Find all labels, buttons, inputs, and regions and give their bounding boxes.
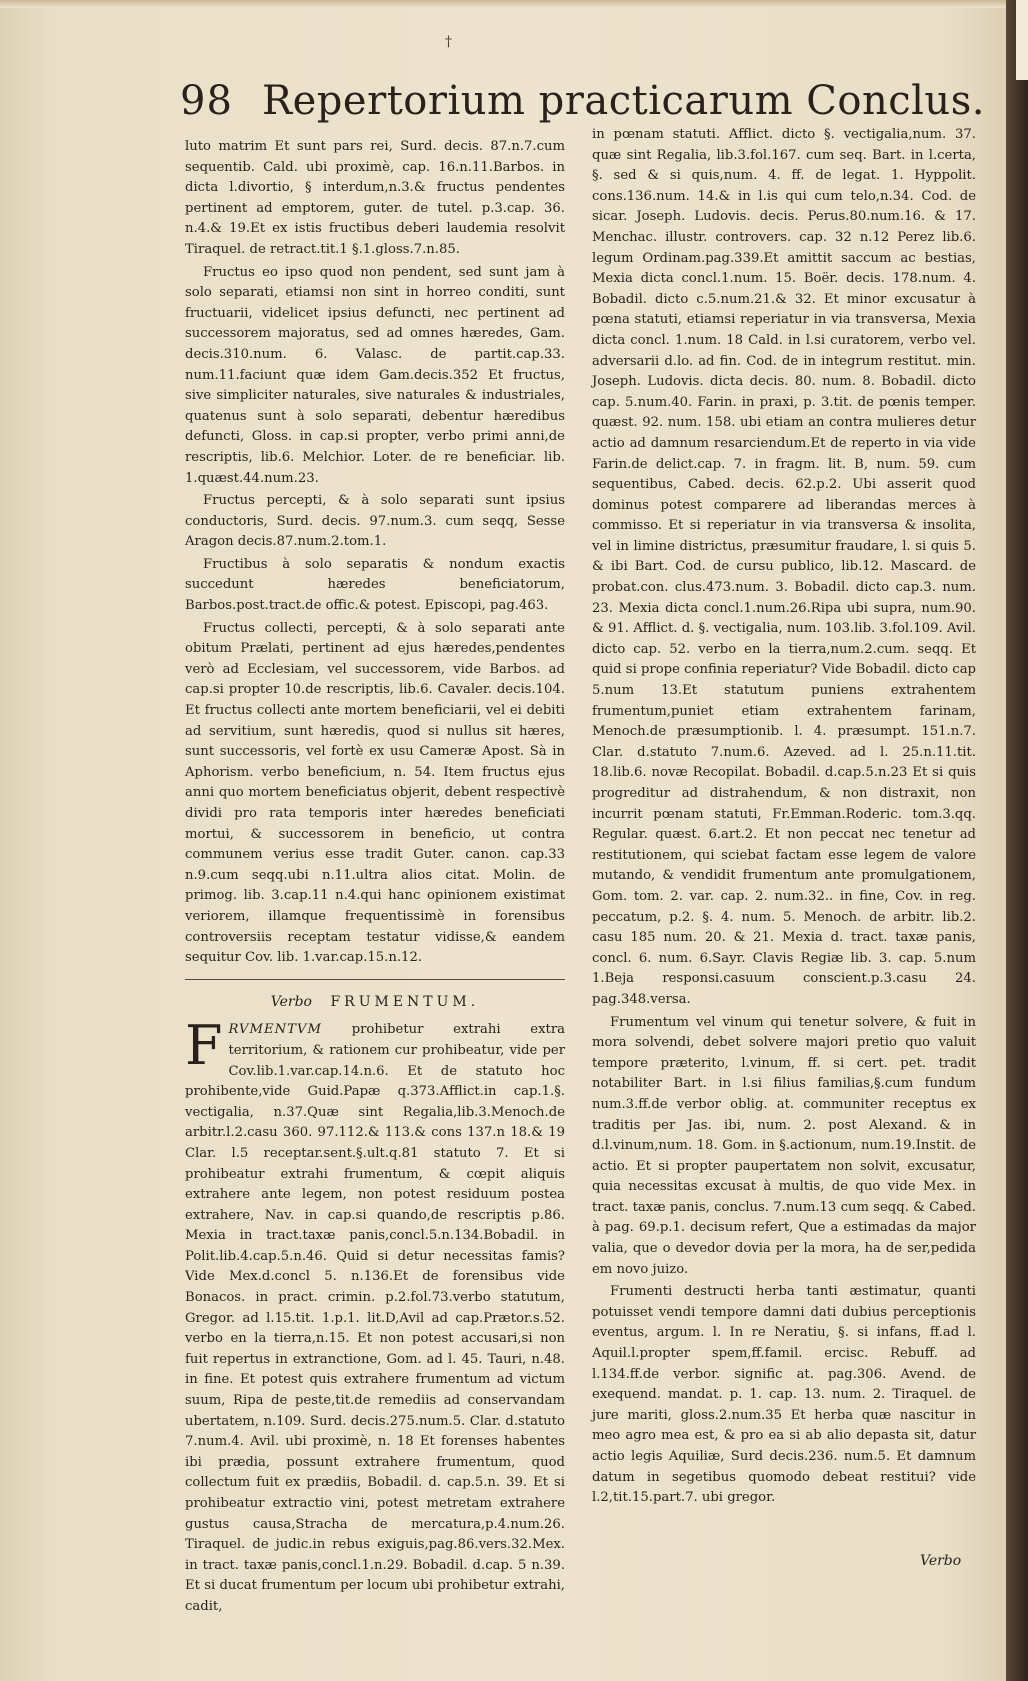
- page-number: 98: [180, 78, 233, 124]
- paragraph: in pœnam statuti. Afflict. dicto §. vectigalia,num. 37. quæ sint Regalia, lib.3.fol.167. cum seq. Bart. in l.certa, §. sed & si quis,num. 4. ff. de legat. 1. Hyppolit. cons.136.num. 14.& in l.is qui cum telo,n.34. Cod. de sicar. Joseph. Ludovis. decis. Perus.80.num.16. & 17. Menchac. illustr. controvers. cap. 32 n.12 Perez lib.6. legum Ordinam.pag.339.Et amittit saccum ac bestias, Mexia dicta concl.1.num. 15. Boër. decis. 178.num. 4. Bobadil. dicto c.5.num.21.& 32. Et minor excusatur à pœna statuti, etiamsi reperiatur in via transversa, Mexia dicta concl. 1.num. 18 Cald. in l.si curatorem, verbo vel. adversarii d.lo. ad fin. Cod. de in integrum restitut. min. Joseph. Ludovis. dicta decis. 80. num. 8. Bobadil. dicto cap. 5.num.40. Farin. in praxi, p. 3.tit. de pœnis temper. quæst. 92. num. 158. ubi etiam an contra mulieres detur actio ad damnum resarciendum.Et de reperto in via vide Farin.de delict.cap. 7. in fragm. lit. B, num. 59. cum sequentibus, Cabed. decis. 62.p.2. Ubi asserit quod dominus potest comparere ad liberandas merces à commisso. Et si reperiatur in via transversa & insolita, vel in limine districtus, præsumitur fraudare, l. si quis 5. & ibi Bart. Cod. de cursu publico, lib.12. Mascard. de probat.con. clus.473.num. 3. Bobadil. dicto cap.3. num. 23. Mexia dicta concl.1.num.26.Ripa ubi supra, num.90. & 91. Afflict. d. §. vectigalia, num. 103.lib. 3.fol.109. Avil. dicto cap. 52. verbo en la tierra,num.2.cum. seqq. Et quid si prope confinia reperiatur? Vide Bobadil. dicto cap 5.num 13.Et statutum puniens extrahentem frumentum,puniet etiam extrahentem farinam, Menoch.de præsumptionib. l. 4. præsumpt. 151.n.7. Clar. d.statuto 7.num.6. Azeved. ad l. 25.n.11.tit. 18.lib.6. novæ Recopilat. Bobadil. d.cap.5.n.23 Et si quis progreditur ad distrahendum, & non distraxit, non incurrit pœnam statuti, Fr.Emman.Roderic. tom.3.qq. Regular. quæst. 6.art.2. Et non peccat nec tenetur ad restitutionem, qui sciebat factam esse legem de valore mutando, & vendidit frumentum ante promulgationem, Gom. tom. 2. var. cap. 2. num.32.. in fine, Cov. in reg. peccatum, p.2. §. 4. num. 5. Menoch. de arbitr. lib.2. casu 185 num. 20. & 21. Mexia d. tract. taxæ panis, concl. 6. num. 6.Sayr. Clavis Regiæ lib. 3. cap. 5.num 1.Beja responsi.casuum conscient.p.3.casu 24. pag.348.versa.: [592, 127, 976, 1007]
- page-ornament: †: [445, 34, 452, 50]
- paragraph: Fructibus à solo separatis & nondum exactis succedunt hæredes beneficiatorum, Barbos.post.tract.de offic.& potest. Episcopi, pag.463.: [185, 556, 565, 614]
- section-rule: [185, 979, 565, 980]
- entry-headword: RVMENTVM: [228, 1022, 322, 1038]
- paragraph: Fructus eo ipso quod non pendent, sed sunt jam à solo separati, etiamsi non sint in horreo conditi, sunt fructuarii, videlicet ipsius defuncti, nec pertinent ad successorem majoratus, sed ad omnes hæredes, Gam. decis.310.num. 6. Valasc. de partit.cap.33. num.11.faciunt quæ idem Gam.decis.352 Et fructus, sive simpliciter naturales, sive naturales & industriales, quatenus sunt à solo separati, debentur hæredibus defuncti, Gloss. in cap.si propter, verbo primi anni,de rescriptis, lib.6. Melchior. Loter. de re beneficiar. lib. 1.quæst.44.num.23.: [185, 264, 565, 486]
- section-heading: [185, 992, 565, 1013]
- page-top-edge: [0, 0, 1006, 8]
- catchword: Verbo: [920, 1553, 962, 1569]
- paragraph: Frumentum vel vinum qui tenetur solvere, & fuit in mora solvendi, debet solvere majori pretio quo valuit tempore præterito, l.vinum, ff. si cert. pet. tradit notabiliter Bart. in l.si filius familias,§.cum fundum num.3.ff.de verbor oblig. at. communiter receptus ex traditis per Jas. ibi, num. 2. post Alexand. & in d.l.vinum,num. 18. Gom. in §.actionum, num.19.Instit. de actio. Et si propter paupertatem non solvit, excusatur, quia necessitas excusat à multis, de quo vide Mex. in tract. taxæ panis, conclus. 7.num.13 cum seqq. & Cabed. à pag. 69.p.1. decisum refert, Que a estimadas da major valia, que o devedor dovia per la mora, ha de ser,pedida em novo juizo.: [592, 1014, 976, 1277]
- paragraph: Fructus collecti, percepti, & à solo separati ante obitum Prælati, pertinent ad ejus hæredes,pendentes verò ad Ecclesiam, vel successorem, vide Barbos. ad cap.si propter 10.de rescriptis, lib.6. Cavaler. decis.104. Et fructus collecti ante mortem beneficiarii, vel ei debiti ad servitium, sunt hæredis, quod si nullus sit hæres, sunt successoris, vel fortè ex usu Cameræ Apost. Sà in Aphorism. verbo beneficium, n. 54. Item fructus ejus anni quo mortem beneficiatus objerit, debent respectivè dividi pro rata temporis inter hæredes beneficiati mortui, & successorem in beneficio, ut contra communem verius esse tradit Guter. canon. cap.33 n.9.cum seqq.ubi n.11.ultra alios citat. Molin. de primog. lib. 3.cap.11 n.4.qui hanc opinionem existimat veriorem, illamque frequentissimè in forensibus controversiis receptam testatur vidisse,& eandem sequitur Cov. lib. 1.var.cap.15.n.12.: [185, 620, 565, 966]
- paragraph: luto matrim Et sunt pars rei, Surd. decis. 87.n.7.cum sequentib. Cald. ubi proximè, cap. 16.n.11.Barbos. in dicta l.divortio, § interdum,n.3.& fructus pendentes pertinent ad emptorem, guter. de tutel. p.3.cap. 36. n.4.& 19.Et ex istis fructibus deberi laudemia resolvit Tiraquel. de retract.tit.1 §.1.gloss.7.n.85.: [185, 139, 565, 257]
- drop-cap: F: [185, 1014, 223, 1078]
- section-label: Verbo: [270, 993, 312, 1010]
- right-column: [592, 125, 976, 1545]
- book-spine-edge: [1006, 0, 1028, 1681]
- paragraph: Frumenti destructi herba tanti æstimatur, quanti potuisset vendi tempore damni dati dubius perceptionis eventus, argum. l. In re Neratiu, §. si infans, ff.ad l. Aquil.l.propter spem,ff.famil. ercisc. Rebuff. ad l.134.ff.de verbor. signific at. pag.306. Avend. de exequend. mandat. p. 1. cap. 13. num. 2. Tiraquel. de jure mariti, gloss.2.num.35 Et herba quæ nascitur in meo agro mea est, & pro ea si ab alio depasta sit, datur actio legis Aquiliæ, Surd decis.236. num.5. Et damnum datum in segetibus quomodo debeat restitui? vide l.2,tit.15.part.7. ubi gregor.: [592, 1284, 976, 1506]
- left-column: [185, 137, 565, 1614]
- page-tab: [1016, 0, 1028, 80]
- running-title: Repertorium practicarum Conclus.: [262, 78, 985, 124]
- entry-text: prohibetur extrahi extra territorium, & rationem cur prohibeatur, vide per Cov.lib.1.var.cap.14.n.6. Et de statuto hoc prohibente,vide Guid.Papæ q.373.Afflict.in cap.1.§. vectigalia, n.37.Quæ sint Regalia,lib.3.Menoch.de arbitr.l.2.casu 360. 97.112.& 113.& cons 137.n 18.& 19 Clar. l.5 receptar.sent.§.ult.q.81 statuto 7. Et si prohibeatur extrahi frumentum, & cœpit aliquis extrahere ante legem, non potest residuum postea extrahere, Nav. in cap.si quando,de rescriptis p.86. Mexia in tract.taxæ panis,concl.5.n.134.Bobadil. in Polit.lib.4.cap.5.n.46. Quid si detur necessitas famis? Vide Mex.d.concl 5. n.136.Et de forensibus vide Bonacos. in pract. crimin. p.2.fol.73.verbo statutum, Gregor. ad l.15.tit. 1.p.1. lit.D,Avil ad cap.Prætor.s.52. verbo en la tierra,n.15. Et non potest accusari,si non fuit repertus in extranctione, Gom. ad l. 45. Tauri, n.48. in fine. Et potest quis extrahere frumentum ad victum suum, Ripa de peste,tit.de remediis ad conservandam ubertatem, n.109. Surd. decis.275.num.5. Clar. d.statuto 7.num.4. Avil. ubi proximè, n. 18 Et forenses habentes ibi prædia, possunt extrahere frumentum, quod collectum fuit ex prædiis, Bobadil. d. cap.5.n. 39. Et si prohibeatur extractio vini, potest metretam extrahere gustus causa,Stracha de mercatura,p.4.num.26. Tiraquel. de judic.in rebus exiguis,pag.86.vers.32.Mex. in tract. taxæ panis,concl.1.n.29. Bobadil. d.cap. 5 n.39. Et si ducat frumentum per locum ubi prohibetur extrahi, cadit,: [185, 1022, 565, 1614]
- section-title: FRUMENTUM.: [330, 993, 480, 1010]
- entry-paragraph: [185, 1014, 565, 1617]
- paragraph: Fructus percepti, & à solo separati sunt ipsius conductoris, Surd. decis. 97.num.3. cum seqq, Sesse Aragon decis.87.num.2.tom.1.: [185, 493, 565, 550]
